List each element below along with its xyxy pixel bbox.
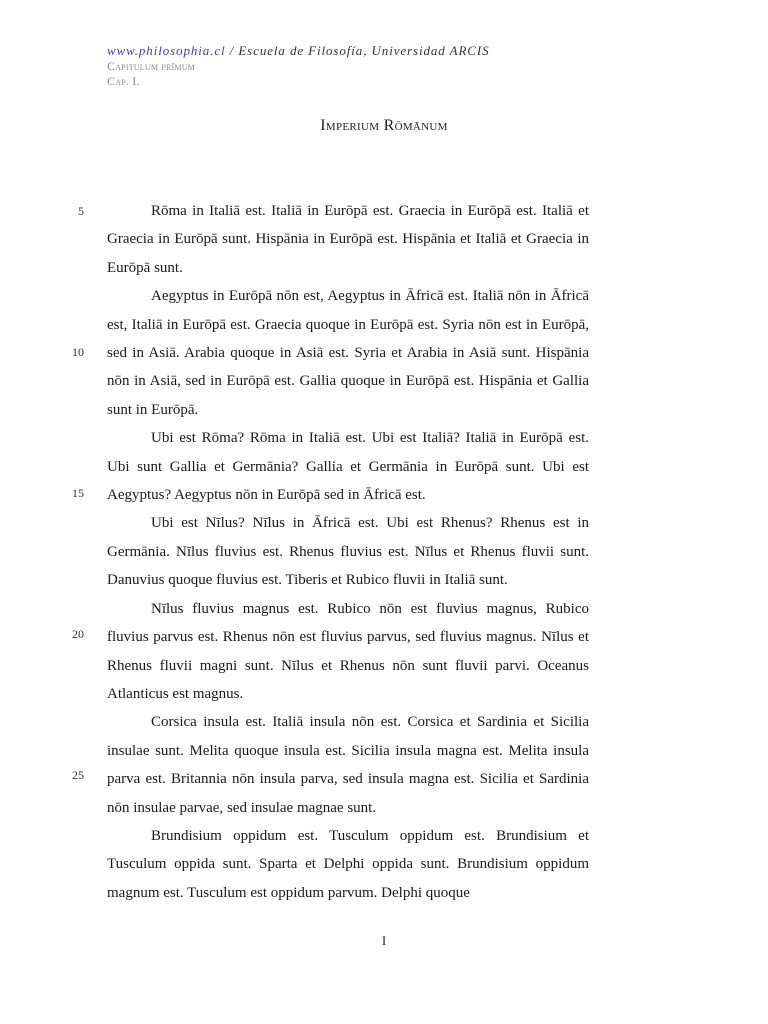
paragraph: Brundisium oppidum est. Tusculum oppidum est. Brundisium et Tusculum oppida sunt. Sparta et Delphi oppida sunt. Brundisium oppidum magnum est. Tusculum est oppidum parvum. Delphi quoque <box>107 827 589 901</box>
line-number: 15 <box>72 486 84 500</box>
page-header <box>107 43 667 89</box>
line-number: 25 <box>72 768 84 782</box>
header-source-line <box>107 43 667 59</box>
line-number: 5 <box>78 204 84 218</box>
line-number: 10 <box>72 345 84 359</box>
header-cap: Cap. I. <box>107 74 140 88</box>
site-link[interactable]: www.philosophia.cl <box>107 43 226 58</box>
header-institution: / Escuela de Filosofía, Universidad ARCIS <box>225 43 490 58</box>
header-chapter: Capitulum prīmum <box>107 59 195 73</box>
paragraph: Ubi est Nīlus? Nīlus in Āfricā est. Ubi est Rhenus? Rhenus est in Germānia. Nīlus fluvius est. Rhenus fluvius est. Nīlus et Rhenus fluvii sunt. Danuvius quoque fluvius est. Tiberis et Rubico fluvii in Italiā sunt. <box>107 515 589 589</box>
paragraph: Ubi est Rōma? Rōma in Italiā est. Ubi est Italiā? Italiā in Eurōpā est. Ubi sunt Gallia et Germānia? Gallia et Germānia in Eurōpā sunt. Ubi est Aegyptus? Aegyptus nōn in Eurōpā sed in Āfricā est. <box>107 430 589 504</box>
page-number: I <box>381 933 387 948</box>
line-number: 20 <box>72 627 84 641</box>
paragraph: Aegyptus in Eurōpā nōn est, Aegyptus in Āfricā est. Italiā nōn in Āfricā est, Italiā in Eurōpā est. Graecia quoque in Eurōpā est. Syria nōn est in Eurōpā, sed in Asiā. Arabia quoque in Asiā est. Syria et Arabia in Asiā sunt. Hispānia nōn in Asiā, sed in Eurōpā est. Gallia quoque in Eurōpā est. Hispānia et Gallia sunt in Eurōpā. <box>107 288 589 418</box>
paragraph: Rōma in Italiā est. Italiā in Eurōpā est. Graecia in Eurōpā est. Italiā et Graecia in Eurōpā sunt. Hispānia in Eurōpā est. Hispānia et Italiā et Graecia in Eurōpā sunt. <box>107 203 589 276</box>
paragraph: Corsica insula est. Italiā insula nōn est. Corsica et Sardinia et Sicilia insulae sunt. Melita quoque insula est. Sicilia insula magna est. Melita insula parva est. Britannia nōn insula parva, sed insula magna est. Sicilia et Sardinia nōn insulae parvae, sed insulae magnae sunt. <box>107 714 589 816</box>
page-title: Imperium Rōmānum <box>320 117 448 134</box>
paragraph: Nīlus fluvius magnus est. Rubico nōn est fluvius magnus, Rubico fluvius parvus est. Rhenus nōn est fluvius parvus, sed fluvius magnus. Nīlus et Rhenus fluvii magni sunt. Nīlus et Rhenus nōn sunt fluvii parvi. Oceanus Atlanticus est magnus. <box>107 600 589 702</box>
body-text <box>107 197 589 907</box>
